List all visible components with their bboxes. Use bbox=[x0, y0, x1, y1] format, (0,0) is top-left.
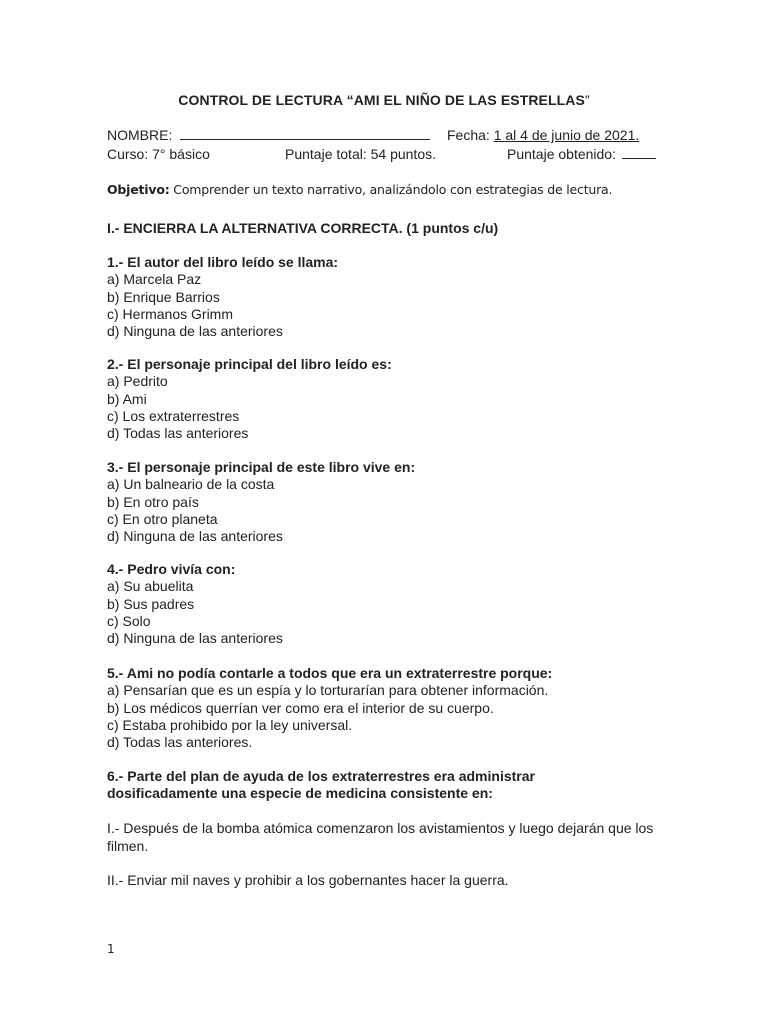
question-text: 5.- Ami no podía contarle a todos que era un extraterrestre porque: bbox=[107, 665, 553, 681]
obtained-score-label: Puntaje obtenido: bbox=[507, 146, 616, 162]
section-title: I.- ENCIERRA LA ALTERNATIVA CORRECTA. (1 puntos c/u) bbox=[107, 220, 499, 236]
name-blank-field[interactable] bbox=[180, 127, 430, 140]
question-text: 1.- El autor del libro leído se llama: bbox=[107, 254, 339, 270]
title-close-quote: ” bbox=[584, 92, 590, 108]
option-b[interactable]: b) Los médicos querrían ver como era el interior de su cuerpo. bbox=[107, 699, 494, 716]
option-b[interactable]: b) En otro país bbox=[107, 493, 199, 510]
question-6-item-1: I.- Después de la bomba atómica comenzaron los avistamientos y luego dejarán que los filmen. bbox=[107, 820, 654, 854]
total-score: Puntaje total: 54 puntos. bbox=[285, 146, 436, 162]
option-c[interactable]: c) Los extraterrestres bbox=[107, 407, 240, 424]
date-label: Fecha: bbox=[447, 127, 490, 143]
option-b[interactable]: b) Sus padres bbox=[107, 595, 195, 612]
objective-label: Objetivo: bbox=[107, 182, 170, 197]
option-a[interactable]: a) Marcela Paz bbox=[107, 271, 202, 288]
objective bbox=[107, 182, 612, 197]
question-5 bbox=[107, 665, 667, 751]
option-a[interactable]: a) Su abuelita bbox=[107, 578, 194, 595]
option-c[interactable]: c) En otro planeta bbox=[107, 510, 218, 527]
course-label: Curso: 7° básico bbox=[107, 146, 210, 162]
option-d[interactable]: d) Ninguna de las anteriores bbox=[107, 323, 283, 340]
option-d[interactable]: d) Todas las anteriores bbox=[107, 425, 249, 442]
name-label: NOMBRE: bbox=[107, 127, 173, 143]
title-main: CONTROL DE LECTURA “AMI EL NIÑO DE LAS ESTRELLAS bbox=[178, 92, 585, 108]
page-number: 1 bbox=[107, 942, 115, 956]
option-d[interactable]: d) Todas las anteriores. bbox=[107, 734, 253, 751]
option-d[interactable]: d) Ninguna de las anteriores bbox=[107, 630, 283, 647]
question-text-line-1: 6.- Parte del plan de ayuda de los extraterrestres era administrar bbox=[107, 768, 535, 784]
option-c[interactable]: c) Hermanos Grimm bbox=[107, 305, 234, 322]
option-a[interactable]: a) Pensarían que es un espía y lo torturarían para obtener información. bbox=[107, 682, 549, 699]
date-value: 1 al 4 de junio de 2021. bbox=[493, 127, 640, 143]
question-2 bbox=[107, 356, 667, 442]
question-text: 4.- Pedro vivía con: bbox=[107, 561, 236, 577]
option-a[interactable]: a) Pedrito bbox=[107, 373, 168, 390]
question-3 bbox=[107, 459, 667, 545]
option-d[interactable]: d) Ninguna de las anteriores bbox=[107, 528, 283, 545]
question-4 bbox=[107, 561, 667, 647]
option-b[interactable]: b) Enrique Barrios bbox=[107, 288, 220, 305]
option-a[interactable]: a) Un balneario de la costa bbox=[107, 476, 275, 493]
question-6 bbox=[107, 768, 667, 803]
obtained-score-blank[interactable] bbox=[622, 146, 656, 159]
page-title bbox=[0, 92, 768, 108]
option-c[interactable]: c) Solo bbox=[107, 612, 151, 629]
option-b[interactable]: b) Ami bbox=[107, 390, 147, 407]
question-text-line-2: dosificadamente una especie de medicina consistente en: bbox=[107, 785, 493, 802]
option-c[interactable]: c) Estaba prohibido por la ley universal. bbox=[107, 716, 353, 733]
objective-text: Comprender un texto narrativo, analizándolo con estrategias de lectura. bbox=[169, 182, 613, 197]
question-1 bbox=[107, 254, 667, 340]
date-field bbox=[447, 127, 639, 144]
question-6-item-2: II.- Enviar mil naves y prohibir a los gobernantes hacer la guerra. bbox=[107, 872, 509, 888]
name-date-row bbox=[107, 127, 430, 144]
question-text: 2.- El personaje principal del libro leído es: bbox=[107, 356, 392, 372]
obtained-score bbox=[507, 146, 656, 163]
question-text: 3.- El personaje principal de este libro vive en: bbox=[107, 459, 416, 475]
